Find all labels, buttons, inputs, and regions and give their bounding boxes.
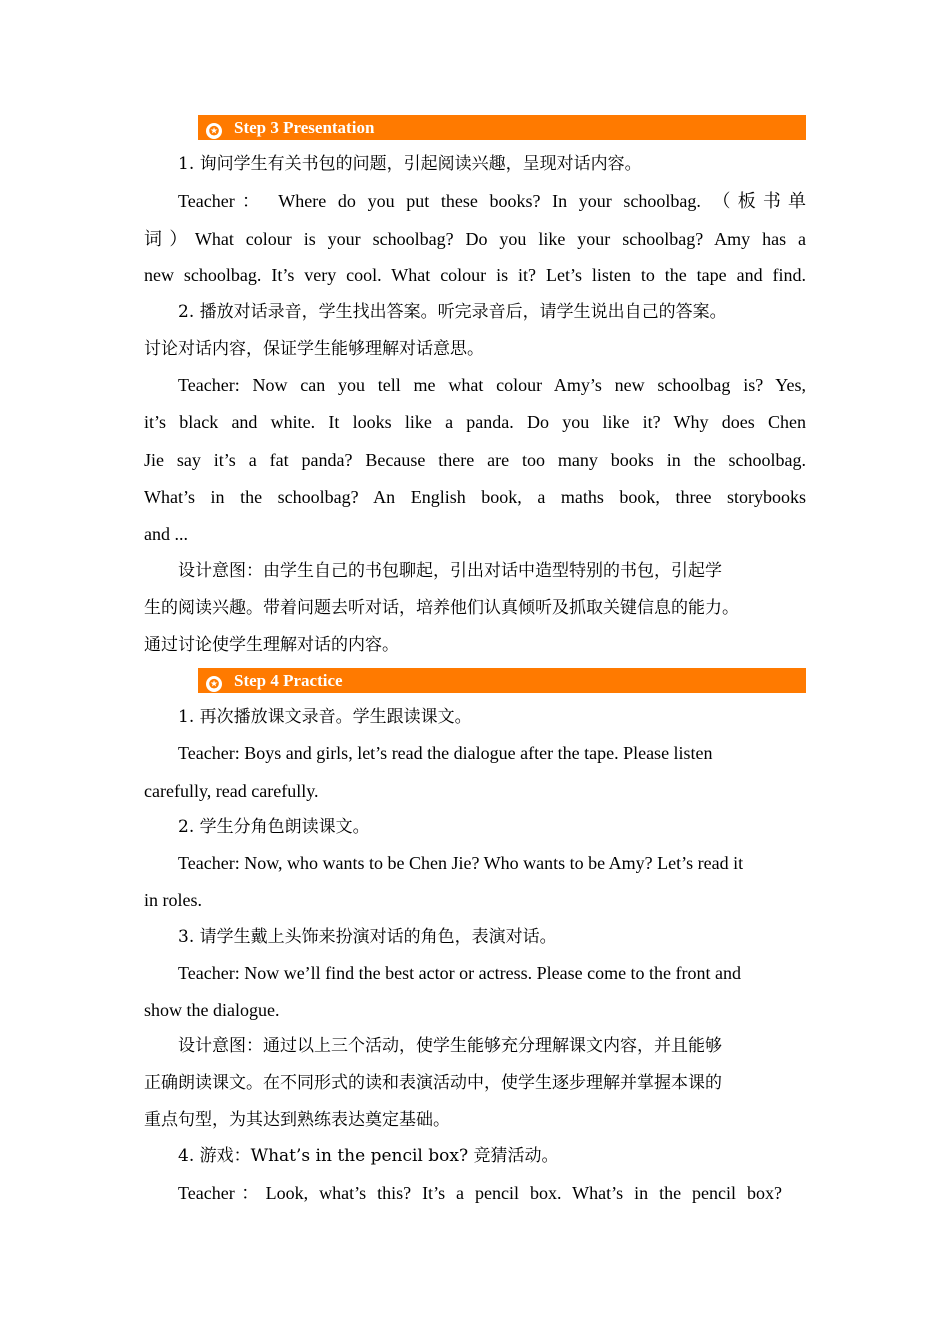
step4-teacher-1-line-1: Teacher: Boys and girls, let’s read the dialogue after the tape. Please listen xyxy=(178,743,713,763)
step3-title: Step 3 Presentation xyxy=(234,118,375,137)
step3-teacher-2-line-3: Jie say it’s a fat panda? Because there are too many books in the schoolbag. xyxy=(144,450,806,470)
step3-teacher-2-line-2: it’s black and white. It looks like a panda. Do you like it? Why does Chen xyxy=(144,412,806,432)
step4-teacher-2-line-2: in roles. xyxy=(144,890,202,910)
step3-item-2-line-1: 2. 播放对话录音，学生找出答案。听完录音后，请学生说出自己的答案。 xyxy=(178,302,727,322)
step3-teacher-1-line-3: new schoolbag. It’s very cool. What colour is it? Let’s listen to the tape and find. xyxy=(144,265,806,285)
step3-item-1: 1. 询问学生有关书包的问题，引起阅读兴趣，呈现对话内容。 xyxy=(178,154,642,174)
step3-teacher-2-line-4: What’s in the schoolbag? An English book, a maths book, three storybooks xyxy=(144,487,806,507)
step3-header xyxy=(198,115,806,140)
step4-teacher-3-line-2: show the dialogue. xyxy=(144,1000,280,1020)
step3-design-line-2: 生的阅读兴趣。带着问题去听对话，培养他们认真倾听及抓取关键信息的能力。 xyxy=(144,598,739,618)
step4-header xyxy=(198,668,806,693)
step4-teacher-4-line-1: Teacher：Look, what’s this? It’s a pencil box. What’s in the pencil box? xyxy=(178,1183,782,1203)
step4-teacher-2-line-1: Teacher: Now, who wants to be Chen Jie? Who wants to be Amy? Let’s read it xyxy=(178,853,744,873)
step4-item-2: 2. 学生分角色朗读课文。 xyxy=(178,817,370,837)
step3-item-2-line-2: 讨论对话内容，保证学生能够理解对话意思。 xyxy=(144,339,484,359)
step3-design-line-1: 设计意图：由学生自己的书包聊起，引出对话中造型特别的书包，引起学 xyxy=(178,561,722,581)
step3-teacher-2-line-1: Teacher: Now can you tell me what colour Amy’s new schoolbag is? Yes, xyxy=(178,375,806,395)
step3-teacher-2-line-5: and ... xyxy=(144,524,188,544)
step3-teacher-1-line-2: 词）What colour is your schoolbag? Do you like your schoolbag? Amy has a xyxy=(144,229,806,249)
step4-item-4: 4. 游戏：What’s in the pencil box? 竞猜活动。 xyxy=(178,1146,559,1166)
step4-design-line-1: 设计意图：通过以上三个活动，使学生能够充分理解课文内容，并且能够 xyxy=(178,1036,722,1056)
step4-design-line-3: 重点句型，为其达到熟练表达奠定基础。 xyxy=(144,1110,450,1130)
step4-item-3: 3. 请学生戴上头饰来扮演对话的角色，表演对话。 xyxy=(178,927,557,947)
step4-title: Step 4 Practice xyxy=(234,671,343,690)
star-badge-icon: ✪ xyxy=(206,123,222,139)
star-badge-icon: ✪ xyxy=(206,676,222,692)
step3-teacher-1-line-1: Teacher： Where do you put these books? In your schoolbag. （板书单 xyxy=(178,191,806,211)
step3-design-line-3: 通过讨论使学生理解对话的内容。 xyxy=(144,635,399,655)
step4-teacher-3-line-1: Teacher: Now we’ll find the best actor or actress. Please come to the front and xyxy=(178,963,742,983)
step4-teacher-1-line-2: carefully, read carefully. xyxy=(144,781,319,801)
step4-item-1: 1. 再次播放课文录音。学生跟读课文。 xyxy=(178,707,472,727)
step4-design-line-2: 正确朗读课文。在不同形式的读和表演活动中，使学生逐步理解并掌握本课的 xyxy=(144,1073,722,1093)
